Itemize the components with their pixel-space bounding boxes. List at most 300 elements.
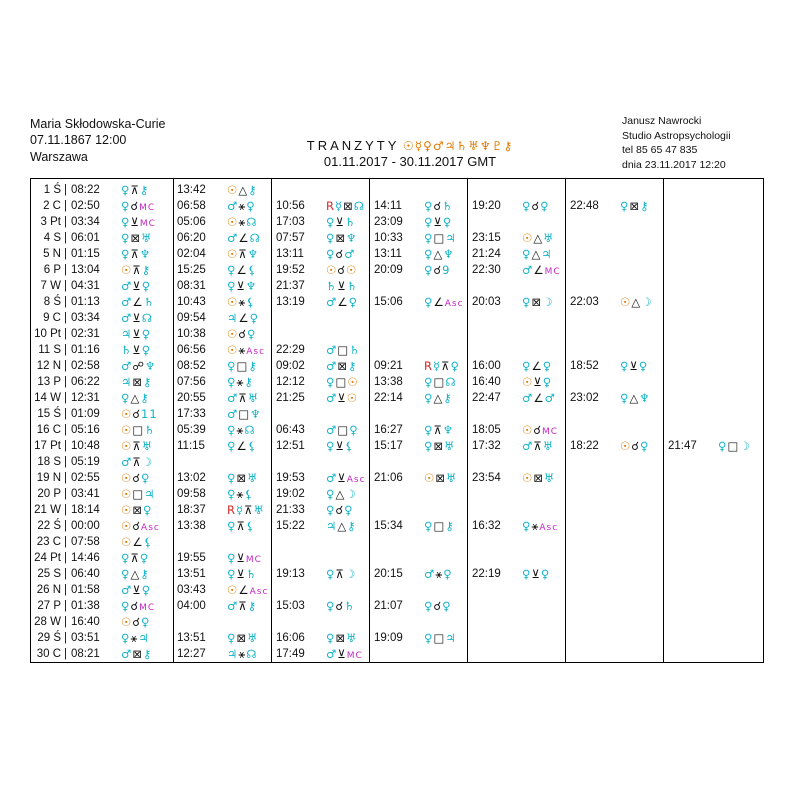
transit-aspect: ♀⊼⚸ xyxy=(227,519,256,533)
day-separator: | xyxy=(64,200,67,212)
day-label: 18 S xyxy=(37,456,61,468)
transit-aspect: ♀⊠♅ xyxy=(326,631,358,645)
day-separator: | xyxy=(64,280,67,292)
transit-aspect: ♀⊻MC xyxy=(227,551,262,565)
day-label: 16 C xyxy=(36,424,61,436)
table-row xyxy=(31,198,763,214)
table-row xyxy=(31,262,763,278)
table-row xyxy=(31,534,763,550)
transit-aspect: R☿⊼♀ xyxy=(424,359,460,373)
day-separator: | xyxy=(64,536,67,548)
transit-aspect: ♀△⚷ xyxy=(121,567,150,581)
transit-aspect: ♂⊻☉ xyxy=(326,391,359,405)
transit-aspect: ♄⊻♀ xyxy=(121,343,152,357)
table-row xyxy=(31,246,763,262)
transit-aspect: ♀△⚷ xyxy=(121,391,150,405)
table-row xyxy=(31,230,763,246)
transit-aspect: ♀☌♀ xyxy=(522,199,550,213)
transit-time: 01:13 xyxy=(71,296,100,308)
day-label: 1 Ś xyxy=(43,184,61,196)
transit-aspect: ☉☌♀ xyxy=(121,471,151,485)
day-separator: | xyxy=(64,472,67,484)
transit-time: 03:41 xyxy=(71,488,100,500)
transit-aspect: ♀☌♀ xyxy=(326,503,354,517)
transit-aspect: ☉☌MC xyxy=(522,423,559,437)
transit-aspect: ♂□♆ xyxy=(227,407,262,421)
day-label: 23 C xyxy=(36,536,61,548)
transit-aspect: ♂⊻MC xyxy=(326,647,363,661)
table-row xyxy=(31,214,763,230)
transit-time: 15:22 xyxy=(276,520,305,532)
table-row xyxy=(31,598,763,614)
transit-time: 03:51 xyxy=(71,632,100,644)
transit-aspect: ♀⚹♃ xyxy=(121,631,150,645)
transit-time: 12:12 xyxy=(276,376,305,388)
transit-aspect: ♀△♆ xyxy=(620,391,651,405)
transit-aspect: ♀□☉ xyxy=(326,375,359,389)
transit-time: 06:20 xyxy=(177,232,206,244)
transit-time: 20:03 xyxy=(472,296,501,308)
transit-aspect: ☉⊼♅ xyxy=(121,439,154,453)
transit-time: 15:34 xyxy=(374,520,403,532)
transit-aspect: ♀△☽ xyxy=(326,487,357,501)
transit-time: 01:16 xyxy=(71,344,100,356)
transit-aspect: ☉⊻♀ xyxy=(522,375,553,389)
day-separator: | xyxy=(64,184,67,196)
day-label: 26 N xyxy=(36,584,61,596)
transit-aspect: ☉☌☉ xyxy=(326,263,358,277)
transit-aspect: ♀⊼☽ xyxy=(326,567,357,581)
day-separator: | xyxy=(64,440,67,452)
table-row xyxy=(31,278,763,294)
author-name: Janusz Nawrocki xyxy=(622,115,702,127)
transit-aspect: ♂∠♂ xyxy=(522,391,556,405)
day-separator: | xyxy=(64,312,67,324)
transit-aspect: ☉⚹⚸ xyxy=(227,295,256,309)
transit-time: 19:09 xyxy=(374,632,403,644)
transit-time: 06:43 xyxy=(276,424,305,436)
table-row xyxy=(31,406,763,422)
transit-time: 16:40 xyxy=(472,376,501,388)
transit-time: 08:31 xyxy=(177,280,206,292)
day-separator: | xyxy=(64,584,67,596)
transit-time: 13:51 xyxy=(177,632,206,644)
day-label: 10 Pt xyxy=(34,328,61,340)
transit-aspect: ☉⚹☊ xyxy=(227,215,258,229)
transit-aspect: ♃⚹☊ xyxy=(227,647,258,661)
transit-time: 01:09 xyxy=(71,408,100,420)
day-separator: | xyxy=(64,408,67,420)
transit-time: 06:40 xyxy=(71,568,100,580)
transit-aspect: ♀⊻♀ xyxy=(424,215,453,229)
transit-time: 08:52 xyxy=(177,360,206,372)
table-row xyxy=(31,518,763,534)
transit-aspect: ♀⚹☊ xyxy=(227,423,256,437)
day-label: 28 W xyxy=(34,616,61,628)
transit-aspect: ☉⊼⚷ xyxy=(121,263,152,277)
transit-time: 13:38 xyxy=(374,376,403,388)
transit-time: 11:15 xyxy=(177,440,205,452)
transit-time: 17:49 xyxy=(276,648,305,660)
transit-aspect: ♂⊻Asc xyxy=(326,471,366,485)
transit-time: 06:56 xyxy=(177,344,206,356)
transit-aspect: ♀△♆ xyxy=(424,247,455,261)
transit-aspect: ♂⊼♅ xyxy=(227,391,260,405)
transit-aspect: ♂□♀ xyxy=(326,423,359,437)
day-label: 25 S xyxy=(37,568,61,580)
transit-time: 12:51 xyxy=(276,440,305,452)
transit-time: 10:48 xyxy=(71,440,100,452)
day-label: 22 Ś xyxy=(37,520,61,532)
transit-aspect: ♀⊠♅ xyxy=(227,471,259,485)
table-row xyxy=(31,582,763,598)
transit-aspect: ♂⚹♀ xyxy=(424,567,453,581)
transit-time: 21:25 xyxy=(276,392,305,404)
transit-aspect: ♀△⚷ xyxy=(424,391,453,405)
transit-aspect: ♀⊼♀ xyxy=(121,551,150,565)
table-row xyxy=(31,358,763,374)
transit-time: 07:58 xyxy=(71,536,100,548)
transit-time: 08:21 xyxy=(71,648,100,660)
transit-aspect: ♂⊼☽ xyxy=(121,455,154,469)
transit-time: 01:15 xyxy=(71,248,100,260)
transit-aspect: ♀⊻♄ xyxy=(227,567,258,581)
transit-time: 22:47 xyxy=(472,392,501,404)
transit-aspect: ♀⊻♀ xyxy=(522,567,551,581)
transit-aspect: ♀□☊ xyxy=(424,375,457,389)
transit-aspect: ♀⊻⚸ xyxy=(326,439,355,453)
transit-time: 16:40 xyxy=(71,616,100,628)
transit-time: 04:31 xyxy=(71,280,100,292)
transit-time: 21:07 xyxy=(374,600,403,612)
transit-time: 15:25 xyxy=(177,264,206,276)
transit-aspect: ♂⊻♀ xyxy=(121,279,152,293)
transit-aspect: ☉△♅ xyxy=(522,231,555,245)
transit-aspect: ♂⊠⚷ xyxy=(121,647,153,661)
transit-aspect: ♀⊻♆ xyxy=(227,279,258,293)
transit-time: 16:00 xyxy=(472,360,501,372)
transit-time: 23:02 xyxy=(570,392,599,404)
transit-aspect: ♂⊼♅ xyxy=(522,439,555,453)
transit-aspect: ♀☌9 xyxy=(424,263,451,277)
day-separator: | xyxy=(64,296,67,308)
transit-time: 22:30 xyxy=(472,264,501,276)
transit-time: 01:38 xyxy=(71,600,100,612)
day-label: 30 C xyxy=(36,648,61,660)
transit-time: 16:27 xyxy=(374,424,403,436)
transit-aspect: ♄⊻♄ xyxy=(326,279,359,293)
transit-time: 13:04 xyxy=(71,264,100,276)
transit-time: 19:52 xyxy=(276,264,305,276)
table-row xyxy=(31,390,763,406)
transit-time: 14:46 xyxy=(71,552,100,564)
day-separator: | xyxy=(64,328,67,340)
transit-time: 18:14 xyxy=(71,504,100,516)
transit-aspect: ☉☌11 xyxy=(121,407,158,421)
transit-aspect: ♀⊼⚷ xyxy=(121,183,150,197)
transit-time: 04:00 xyxy=(177,600,206,612)
table-row xyxy=(31,630,763,646)
transit-time: 17:32 xyxy=(472,440,501,452)
transit-aspect: ♀⊠♆ xyxy=(326,231,358,245)
day-separator: | xyxy=(64,600,67,612)
table-row xyxy=(31,486,763,502)
transit-time: 12:27 xyxy=(177,648,206,660)
day-label: 6 P xyxy=(43,264,61,276)
transit-aspect: ☉□♄ xyxy=(121,423,156,437)
transit-time: 21:33 xyxy=(276,504,305,516)
day-separator: | xyxy=(64,504,67,516)
day-separator: | xyxy=(64,392,67,404)
transit-time: 15:03 xyxy=(276,600,305,612)
transit-time: 19:20 xyxy=(472,200,501,212)
day-label: 20 P xyxy=(37,488,61,500)
transit-time: 19:53 xyxy=(276,472,305,484)
transit-time: 13:42 xyxy=(177,184,206,196)
transit-time: 13:11 xyxy=(374,248,402,260)
transit-time: 13:19 xyxy=(276,296,305,308)
day-label: 4 S xyxy=(43,232,61,244)
transit-aspect: ♂∠♄ xyxy=(121,295,155,309)
transit-aspect: ♀△♃ xyxy=(522,247,553,261)
table-row xyxy=(31,566,763,582)
transit-time: 16:32 xyxy=(472,520,501,532)
day-label: 24 Pt xyxy=(34,552,61,564)
day-label: 2 C xyxy=(43,200,61,212)
transit-time: 06:22 xyxy=(71,376,100,388)
transit-time: 13:51 xyxy=(177,568,206,580)
day-label: 12 N xyxy=(36,360,61,372)
transit-aspect: ♀☌♄ xyxy=(326,599,356,613)
transit-aspect: ♀⊠☽ xyxy=(522,295,554,309)
table-row xyxy=(31,182,763,198)
transit-time: 05:06 xyxy=(177,216,206,228)
transit-aspect: ♂⊼⚷ xyxy=(227,599,258,613)
transit-aspect: ♂⚹♀ xyxy=(227,199,256,213)
transit-aspect: ♀⊠♅ xyxy=(227,631,259,645)
table-row xyxy=(31,438,763,454)
day-label: 9 C xyxy=(43,312,61,324)
author-info xyxy=(622,114,731,172)
transit-time: 05:16 xyxy=(71,424,100,436)
transit-aspect: ♀☌♄ xyxy=(424,199,454,213)
transit-aspect: ♀⚹⚸ xyxy=(227,487,254,501)
transit-aspect: ♀☌MC xyxy=(121,599,156,613)
transit-aspect: ♀⊠♅ xyxy=(424,439,456,453)
transit-time: 15:17 xyxy=(374,440,403,452)
transit-time: 03:34 xyxy=(71,216,100,228)
table-row xyxy=(31,310,763,326)
table-row xyxy=(31,646,763,662)
transit-time: 22:19 xyxy=(472,568,501,580)
transit-aspect: ♀□♃ xyxy=(424,231,457,245)
day-label: 5 N xyxy=(43,248,61,260)
transit-aspect: ☉⊠♀ xyxy=(121,503,153,517)
transit-time: 09:02 xyxy=(276,360,305,372)
transit-time: 09:21 xyxy=(374,360,403,372)
transit-time: 18:37 xyxy=(177,504,206,516)
transit-time: 03:34 xyxy=(71,312,100,324)
day-separator: | xyxy=(64,232,67,244)
day-label: 3 Pt xyxy=(40,216,61,228)
transit-time: 14:11 xyxy=(374,200,402,212)
transit-time: 23:54 xyxy=(472,472,501,484)
transit-aspect: ♀⚹Asc xyxy=(522,519,559,533)
transit-time: 07:57 xyxy=(276,232,305,244)
transit-aspect: ♃△⚷ xyxy=(326,519,357,533)
transit-time: 13:02 xyxy=(177,472,206,484)
transit-aspect: ♀⊠♅ xyxy=(121,231,153,245)
transit-time: 20:15 xyxy=(374,568,403,580)
transit-time: 06:01 xyxy=(71,232,100,244)
transit-aspect: ☉☌Asc xyxy=(121,519,160,533)
transit-aspect: ♀⊠⚷ xyxy=(620,199,650,213)
native-name: Maria Skłodowska-Curie xyxy=(30,117,166,131)
day-separator: | xyxy=(64,360,67,372)
transit-time: 19:55 xyxy=(177,552,206,564)
table-row xyxy=(31,374,763,390)
transit-time: 10:38 xyxy=(177,328,206,340)
transit-time: 17:33 xyxy=(177,408,206,420)
native-place: Warszawa xyxy=(30,150,88,164)
transit-time: 12:31 xyxy=(71,392,100,404)
report-date: dnia 23.11.2017 12:20 xyxy=(622,158,726,171)
transit-aspect: ♂∠MC xyxy=(522,263,561,277)
transit-aspect: ♀∠♀ xyxy=(522,359,553,373)
transit-time: 19:02 xyxy=(276,488,305,500)
table-row xyxy=(31,614,763,630)
day-separator: | xyxy=(64,456,67,468)
transit-aspect: ☉□♃ xyxy=(121,487,156,501)
transit-time: 15:06 xyxy=(374,296,403,308)
transit-time: 21:24 xyxy=(472,248,501,260)
transit-time: 00:00 xyxy=(71,520,100,532)
day-separator: | xyxy=(64,616,67,628)
transit-time: 10:56 xyxy=(276,200,305,212)
day-label: 19 N xyxy=(36,472,61,484)
transit-aspect: ♀□⚷ xyxy=(424,519,455,533)
native-info xyxy=(30,116,165,165)
table-row xyxy=(31,422,763,438)
day-separator: | xyxy=(64,216,67,228)
transit-aspect: ☉☌♀ xyxy=(620,439,650,453)
transit-aspect: ♀☌♀ xyxy=(424,599,452,613)
transit-aspect: ♂⊻☊ xyxy=(121,311,153,325)
transit-aspect: ♂⊠⚷ xyxy=(326,359,358,373)
transit-time: 02:04 xyxy=(177,248,206,260)
day-label: 11 S xyxy=(38,344,61,356)
transit-time: 07:56 xyxy=(177,376,206,388)
day-label: 8 Ś xyxy=(43,296,61,308)
day-separator: | xyxy=(64,568,67,580)
transit-time: 18:52 xyxy=(570,360,599,372)
planet-symbols: ☉☿♀♂♃♄♅♆♇⚷ xyxy=(403,139,514,153)
transit-time: 10:33 xyxy=(374,232,403,244)
day-separator: | xyxy=(64,632,67,644)
day-separator: | xyxy=(64,520,67,532)
transit-time: 21:37 xyxy=(276,280,305,292)
day-label: 29 Ś xyxy=(37,632,61,644)
table-row xyxy=(31,294,763,310)
transit-aspect: ♀∠⚸ xyxy=(227,439,258,453)
transit-time: 02:31 xyxy=(71,328,100,340)
transit-aspect: ♃∠♀ xyxy=(227,311,260,325)
transit-aspect: ♂□♄ xyxy=(326,343,361,357)
transit-aspect: ♀⊻♄ xyxy=(326,215,357,229)
transit-aspect: ♀□♃ xyxy=(424,631,457,645)
day-label: 13 P xyxy=(37,376,61,388)
transit-aspect: ♀☌MC xyxy=(121,199,156,213)
transit-time: 13:11 xyxy=(276,248,304,260)
day-separator: | xyxy=(64,648,67,660)
day-separator: | xyxy=(64,552,67,564)
transit-aspect: ♀⊼♆ xyxy=(121,247,152,261)
transit-time: 22:03 xyxy=(570,296,599,308)
day-separator: | xyxy=(64,264,67,276)
report-title-block xyxy=(240,138,580,170)
day-separator: | xyxy=(64,376,67,388)
table-row xyxy=(31,502,763,518)
transit-aspect: ♃⊠⚷ xyxy=(121,375,153,389)
day-separator: | xyxy=(64,424,67,436)
transit-aspect: ♂∠☊ xyxy=(227,231,261,245)
transit-time: 08:22 xyxy=(71,184,100,196)
transit-time: 21:06 xyxy=(374,472,403,484)
day-label: 27 P xyxy=(37,600,61,612)
transit-time: 21:47 xyxy=(668,440,697,452)
transit-time: 22:48 xyxy=(570,200,599,212)
transit-time: 05:19 xyxy=(71,456,100,468)
transit-time: 02:58 xyxy=(71,360,100,372)
transit-aspect: R☿⊠☊ xyxy=(326,199,365,213)
transit-aspect: ♂☍♆ xyxy=(121,359,157,373)
transit-aspect: ☉⊠♅ xyxy=(424,471,458,485)
day-label: 7 W xyxy=(40,280,61,292)
transit-time: 10:43 xyxy=(177,296,206,308)
transit-time: 17:03 xyxy=(276,216,305,228)
transit-time: 02:50 xyxy=(71,200,100,212)
transit-time: 20:55 xyxy=(177,392,206,404)
table-row xyxy=(31,342,763,358)
transit-aspect: ☉∠⚸ xyxy=(121,535,154,549)
day-label: 21 W xyxy=(34,504,61,516)
table-row xyxy=(31,470,763,486)
transit-time: 06:58 xyxy=(177,200,206,212)
transit-time: 03:43 xyxy=(177,584,206,596)
transit-aspect: ♂⊻♀ xyxy=(121,583,152,597)
transit-time: 13:38 xyxy=(177,520,206,532)
native-birth: 07.11.1867 12:00 xyxy=(30,133,127,147)
transit-time: 16:06 xyxy=(276,632,305,644)
transit-aspect: ☉⚹Asc xyxy=(227,343,266,357)
transit-aspect: ☉△⚷ xyxy=(227,183,258,197)
transit-aspect: ♀⊻MC xyxy=(121,215,156,229)
transit-aspect: ☉⊼♆ xyxy=(227,247,260,261)
table-row xyxy=(31,454,763,470)
transit-time: 09:58 xyxy=(177,488,206,500)
report-title: TRANZYTY xyxy=(306,138,400,153)
transit-time: 02:55 xyxy=(71,472,100,484)
transit-aspect: ☉∠Asc xyxy=(227,583,269,597)
transit-aspect: ☉⊠♅ xyxy=(522,471,556,485)
transit-aspect: ♃⊻♀ xyxy=(121,327,152,341)
transit-aspect: R☿⊼♅ xyxy=(227,503,265,517)
transit-aspect: ☉☌♀ xyxy=(121,615,151,629)
transit-time: 19:13 xyxy=(276,568,305,580)
transit-aspect: ♀☌♂ xyxy=(326,247,356,261)
day-separator: | xyxy=(64,248,67,260)
transit-time: 18:22 xyxy=(570,440,599,452)
